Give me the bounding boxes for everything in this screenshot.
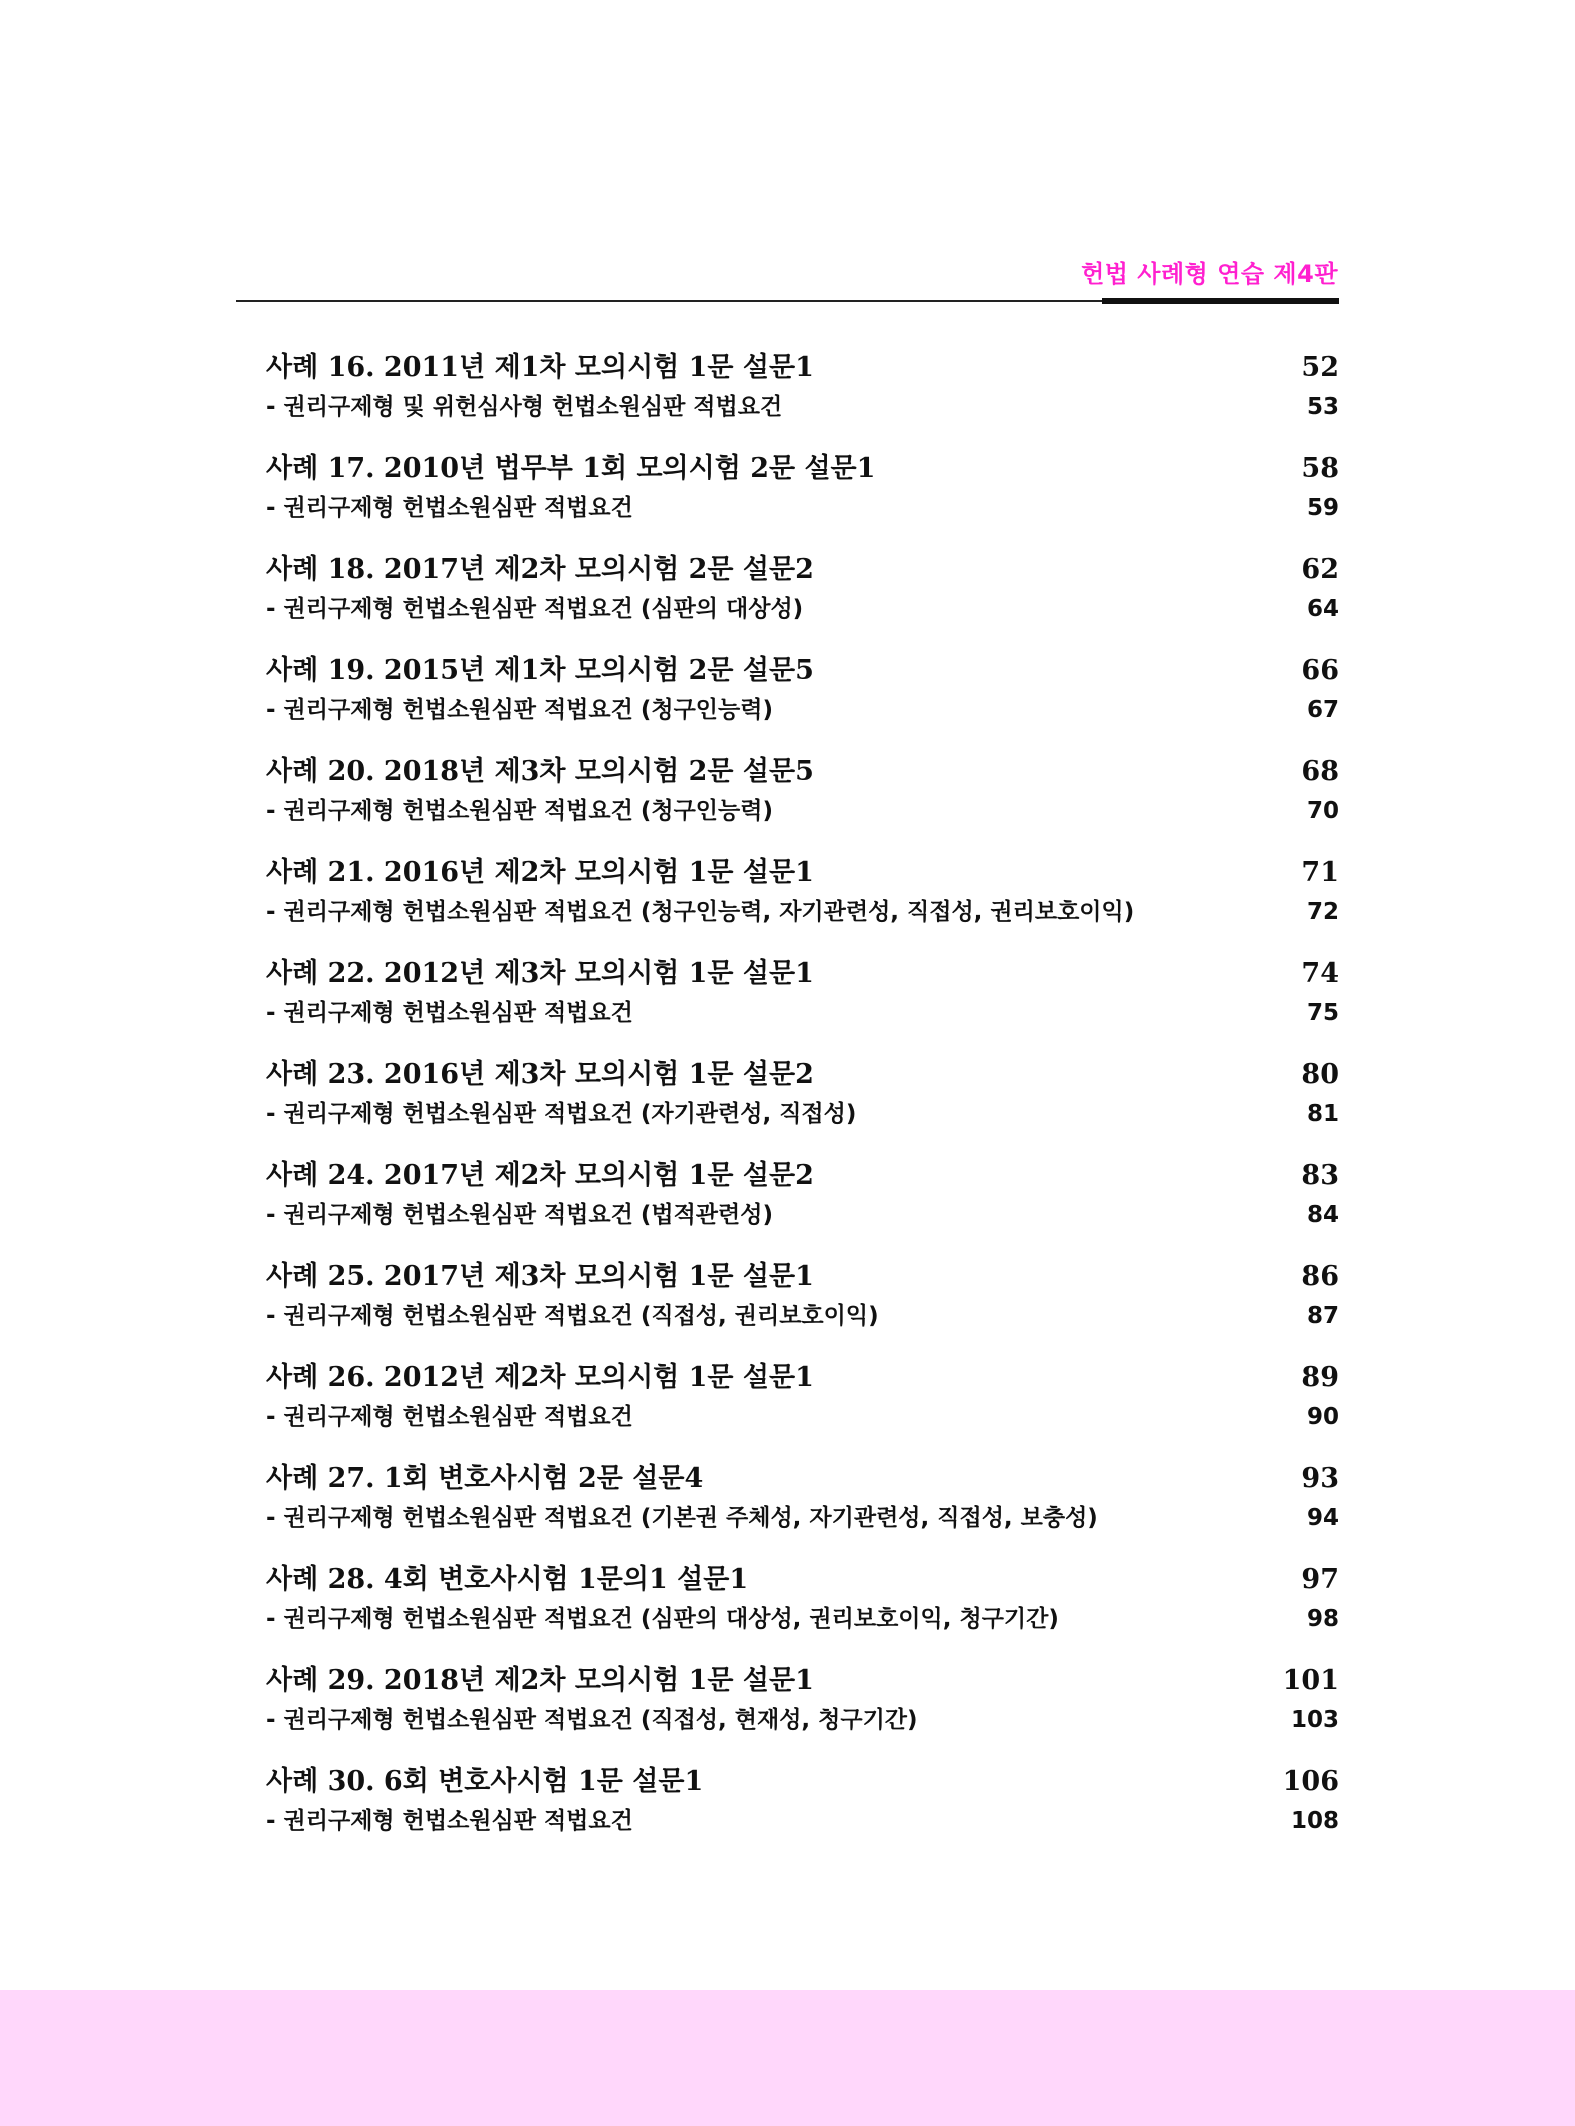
toc-case-line[interactable]: [266, 649, 1339, 692]
toc-case-title: 사례 25. 2017년 제3차 모의시험 1문 설문1: [266, 1261, 814, 1292]
toc-entry: [266, 649, 1339, 729]
toc-case-title: 사례 22. 2012년 제3차 모의시험 1문 설문1: [266, 958, 814, 989]
toc-subtopic-line[interactable]: [266, 490, 1339, 527]
toc-subtopic-page: 98: [1306, 1606, 1339, 1632]
toc-case-page: 106: [1282, 1766, 1339, 1797]
toc-case-line[interactable]: [266, 851, 1339, 894]
toc-case-title: 사례 21. 2016년 제2차 모의시험 1문 설문1: [266, 857, 814, 888]
toc-case-title: 사례 18. 2017년 제2차 모의시험 2문 설문2: [266, 554, 814, 585]
toc-case-title: 사례 17. 2010년 법무부 1회 모의시험 2문 설문1: [266, 453, 876, 484]
toc-case-page: 52: [1301, 352, 1339, 383]
book-title: 헌법 사례형 연습 제4판: [1081, 260, 1338, 288]
toc-case-page: 89: [1301, 1362, 1339, 1393]
toc-subtopic-title: - 권리구제형 헌법소원심판 적법요건 (기본권 주체성, 자기관련성, 직접성, 보충성): [266, 1505, 1098, 1531]
toc-subtopic-title: - 권리구제형 헌법소원심판 적법요건 (자기관련성, 직접성): [266, 1101, 857, 1127]
toc-case-line[interactable]: [266, 1255, 1339, 1298]
toc-case-page: 97: [1301, 1564, 1339, 1595]
toc-case-page: 86: [1301, 1261, 1339, 1292]
toc-case-title: 사례 20. 2018년 제3차 모의시험 2문 설문5: [266, 756, 814, 787]
toc-subtopic-title: - 권리구제형 헌법소원심판 적법요건 (심판의 대상성, 권리보호이익, 청구기간): [266, 1606, 1059, 1632]
toc-entry: [266, 346, 1339, 426]
toc-subtopic-page: 75: [1306, 1000, 1339, 1026]
toc-subtopic-title: - 권리구제형 헌법소원심판 적법요건 (법적관련성): [266, 1202, 773, 1228]
toc-entry: [266, 447, 1339, 527]
toc-subtopic-line[interactable]: [266, 1601, 1339, 1638]
toc-subtopic-line[interactable]: [266, 692, 1339, 729]
toc-subtopic-line[interactable]: [266, 1298, 1339, 1335]
table-of-contents: [266, 346, 1339, 1861]
toc-case-line[interactable]: [266, 1659, 1339, 1702]
toc-case-page: 68: [1301, 756, 1339, 787]
toc-subtopic-page: 53: [1306, 394, 1339, 420]
toc-case-title: 사례 29. 2018년 제2차 모의시험 1문 설문1: [266, 1665, 814, 1696]
toc-subtopic-line[interactable]: [266, 389, 1339, 426]
toc-subtopic-page: 84: [1306, 1202, 1339, 1228]
toc-subtopic-line[interactable]: [266, 1702, 1339, 1739]
toc-subtopic-line[interactable]: [266, 1803, 1339, 1840]
toc-subtopic-page: 94: [1306, 1505, 1339, 1531]
toc-entry: [266, 750, 1339, 830]
toc-subtopic-page: 87: [1306, 1303, 1339, 1329]
toc-case-line[interactable]: [266, 1053, 1339, 1096]
toc-subtopic-title: - 권리구제형 헌법소원심판 적법요건 (청구인능력): [266, 697, 773, 723]
toc-case-title: 사례 19. 2015년 제1차 모의시험 2문 설문5: [266, 655, 814, 686]
toc-subtopic-title: - 권리구제형 헌법소원심판 적법요건: [266, 1000, 633, 1026]
toc-case-line[interactable]: [266, 1457, 1339, 1500]
header-rule-accent: [1102, 298, 1339, 304]
toc-case-page: 74: [1301, 958, 1339, 989]
toc-case-line[interactable]: [266, 346, 1339, 389]
toc-subtopic-line[interactable]: [266, 1197, 1339, 1234]
toc-subtopic-page: 72: [1306, 899, 1339, 925]
toc-entry: [266, 1154, 1339, 1234]
toc-subtopic-line[interactable]: [266, 591, 1339, 628]
toc-entry: [266, 851, 1339, 931]
toc-subtopic-title: - 권리구제형 및 위헌심사형 헌법소원심판 적법요건: [266, 394, 783, 420]
toc-subtopic-line[interactable]: [266, 995, 1339, 1032]
toc-case-page: 62: [1301, 554, 1339, 585]
toc-subtopic-line[interactable]: [266, 793, 1339, 830]
toc-case-title: 사례 26. 2012년 제2차 모의시험 1문 설문1: [266, 1362, 814, 1393]
toc-case-line[interactable]: [266, 1356, 1339, 1399]
toc-case-page: 93: [1301, 1463, 1339, 1494]
toc-subtopic-page: 90: [1306, 1404, 1339, 1430]
toc-subtopic-page: 59: [1306, 495, 1339, 521]
toc-subtopic-page: 108: [1290, 1808, 1339, 1834]
toc-case-line[interactable]: [266, 447, 1339, 490]
toc-subtopic-line[interactable]: [266, 1399, 1339, 1436]
toc-subtopic-title: - 권리구제형 헌법소원심판 적법요건 (직접성, 권리보호이익): [266, 1303, 879, 1329]
toc-subtopic-line[interactable]: [266, 894, 1339, 931]
toc-case-line[interactable]: [266, 1558, 1339, 1601]
toc-case-line[interactable]: [266, 548, 1339, 591]
toc-case-page: 66: [1301, 655, 1339, 686]
toc-case-page: 71: [1301, 857, 1339, 888]
toc-subtopic-page: 67: [1306, 697, 1339, 723]
toc-entry: [266, 1558, 1339, 1638]
toc-subtopic-title: - 권리구제형 헌법소원심판 적법요건 (청구인능력, 자기관련성, 직접성, 권리보호이익): [266, 899, 1135, 925]
toc-case-page: 80: [1301, 1059, 1339, 1090]
toc-entry: [266, 548, 1339, 628]
toc-subtopic-line[interactable]: [266, 1500, 1339, 1537]
toc-entry: [266, 1255, 1339, 1335]
toc-subtopic-title: - 권리구제형 헌법소원심판 적법요건: [266, 1404, 633, 1430]
toc-subtopic-line[interactable]: [266, 1096, 1339, 1133]
toc-case-title: 사례 27. 1회 변호사시험 2문 설문4: [266, 1463, 704, 1494]
toc-case-page: 101: [1282, 1665, 1339, 1696]
toc-entry: [266, 1760, 1339, 1840]
footer-band: [0, 1990, 1575, 2126]
toc-subtopic-page: 81: [1306, 1101, 1339, 1127]
toc-subtopic-page: 103: [1290, 1707, 1339, 1733]
toc-case-title: 사례 30. 6회 변호사시험 1문 설문1: [266, 1766, 704, 1797]
toc-subtopic-page: 64: [1306, 596, 1339, 622]
toc-entry: [266, 1457, 1339, 1537]
toc-case-title: 사례 24. 2017년 제2차 모의시험 1문 설문2: [266, 1160, 814, 1191]
toc-subtopic-title: - 권리구제형 헌법소원심판 적법요건 (직접성, 현재성, 청구기간): [266, 1707, 918, 1733]
toc-case-title: 사례 23. 2016년 제3차 모의시험 1문 설문2: [266, 1059, 814, 1090]
toc-entry: [266, 1356, 1339, 1436]
toc-entry: [266, 952, 1339, 1032]
toc-subtopic-title: - 권리구제형 헌법소원심판 적법요건 (청구인능력): [266, 798, 773, 824]
toc-case-page: 83: [1301, 1160, 1339, 1191]
toc-case-line[interactable]: [266, 952, 1339, 995]
toc-case-line[interactable]: [266, 750, 1339, 793]
toc-case-line[interactable]: [266, 1154, 1339, 1197]
toc-subtopic-page: 70: [1306, 798, 1339, 824]
toc-subtopic-title: - 권리구제형 헌법소원심판 적법요건: [266, 495, 633, 521]
toc-case-title: 사례 28. 4회 변호사시험 1문의1 설문1: [266, 1564, 749, 1595]
toc-subtopic-title: - 권리구제형 헌법소원심판 적법요건: [266, 1808, 633, 1834]
toc-entry: [266, 1053, 1339, 1133]
toc-entry: [266, 1659, 1339, 1739]
toc-subtopic-title: - 권리구제형 헌법소원심판 적법요건 (심판의 대상성): [266, 596, 804, 622]
toc-case-line[interactable]: [266, 1760, 1339, 1803]
toc-case-page: 58: [1301, 453, 1339, 484]
toc-case-title: 사례 16. 2011년 제1차 모의시험 1문 설문1: [266, 352, 814, 383]
